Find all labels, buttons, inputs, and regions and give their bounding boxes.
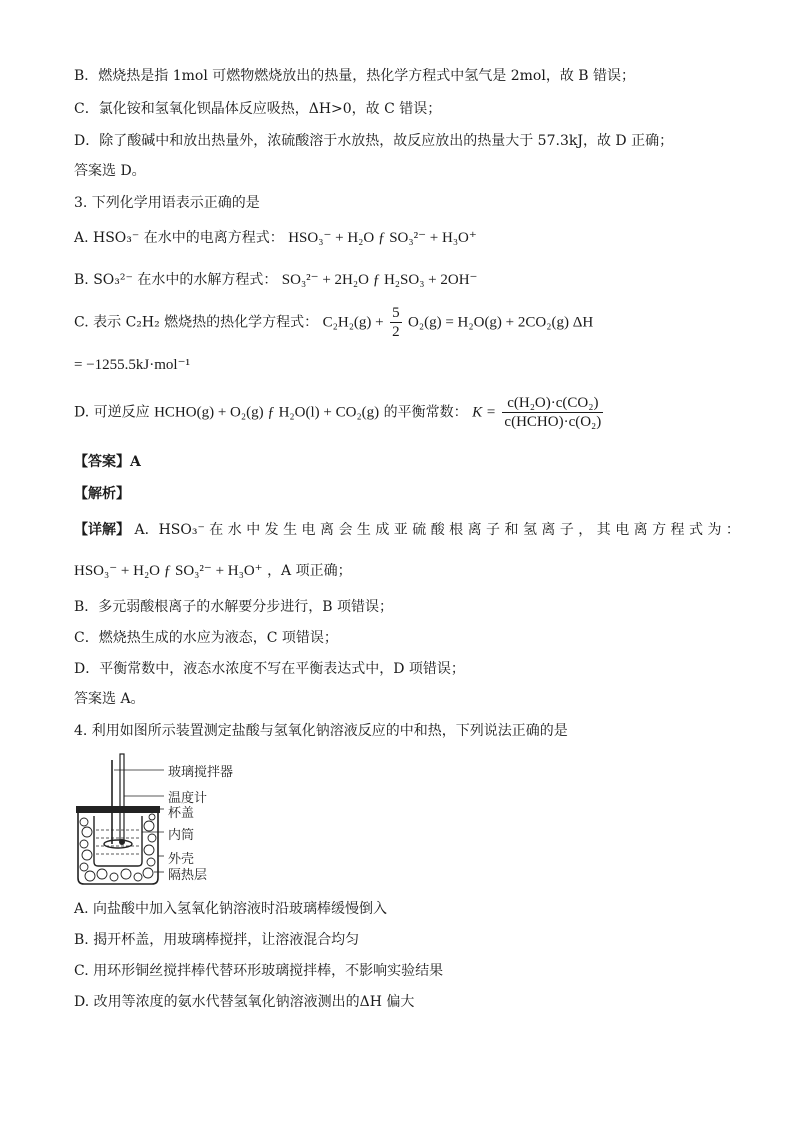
line-c-ammonium: C．氯化铵和氢氧化钡晶体反应吸热，ΔH>0，故 C 错误； bbox=[74, 101, 442, 117]
q3c-fraction bbox=[390, 304, 402, 341]
q3c-delta-h-value: = −1255.5kJ·mol⁻¹ bbox=[74, 357, 191, 373]
detail-a bbox=[74, 520, 740, 540]
q3d-equation: HCHO(g) + O₂(g) ƒ H₂O(l) + CO₂(g) bbox=[154, 404, 380, 421]
q3c-fraction-den: 2 bbox=[392, 324, 400, 340]
q3d-k-fraction bbox=[502, 394, 603, 431]
question-4: 4. 利用如图所示装置测定盐酸与氢氧化钠溶液反应的中和热，下列说法正确的是 bbox=[74, 723, 568, 739]
label-inner-cup: 内筒 bbox=[168, 828, 195, 843]
detail-b: B．多元弱酸根离子的水解要分步进行，B 项错误； bbox=[74, 599, 394, 615]
answer-label: 【答案】A bbox=[74, 454, 141, 470]
q3c-eq-left: C₂H₂(g) + bbox=[322, 314, 384, 331]
q3d-text-2: 的平衡常数： bbox=[383, 404, 468, 421]
label-insulation: 隔热层 bbox=[168, 868, 208, 883]
q3c-eq-right: O₂(g) = H₂O(g) + 2CO₂(g) ΔH bbox=[408, 314, 594, 331]
q3c-text: C. 表示 C₂H₂ 燃烧热的热化学方程式： bbox=[74, 314, 319, 331]
analysis-label: 【解析】 bbox=[74, 486, 130, 502]
detail-tag: 【详解】 bbox=[74, 522, 130, 538]
q3b-text: B. SO₃²⁻ 在水中的水解方程式： bbox=[74, 272, 278, 288]
q4-option-a: A. 向盐酸中加入氢氧化钠溶液时沿玻璃棒缓慢倒入 bbox=[74, 901, 388, 917]
line-d-neutralization: D．除了酸碱中和放出热量外，浓硫酸溶于水放热，故反应放出的热量大于 57.3kJ，故 D 正确； bbox=[74, 133, 674, 149]
label-lid: 杯盖 bbox=[168, 806, 195, 821]
detail-eq-tail: ，A 项正确； bbox=[267, 563, 352, 579]
q3-option-d bbox=[74, 394, 605, 431]
q3d-text: D. 可逆反应 bbox=[74, 404, 150, 421]
q3-option-c bbox=[74, 304, 593, 341]
label-thermometer: 温度计 bbox=[168, 791, 208, 806]
line-b-combustion: B．燃烧热是指 1mol 可燃物燃烧放出的热量，热化学方程式中氢气是 2mol，故 B 错误； bbox=[74, 68, 636, 84]
q4-option-b: B. 揭开杯盖，用玻璃棒搅拌，让溶液混合均匀 bbox=[74, 932, 360, 948]
calorimeter-figure bbox=[74, 752, 274, 892]
q3d-k: K = bbox=[472, 404, 496, 421]
q3c-fraction-num: 5 bbox=[392, 305, 400, 321]
detail-eq: HSO₃⁻ + H₂O ƒ SO₃²⁻ + H₃O⁺ bbox=[74, 563, 263, 579]
q4-option-c: C. 用环形铜丝搅拌棒代替环形玻璃搅拌棒，不影响实验结果 bbox=[74, 963, 444, 979]
detail-equation bbox=[74, 561, 352, 581]
q3a-equation: HSO₃⁻ + H₂O ƒ SO₃²⁻ + H₃O⁺ bbox=[288, 230, 477, 246]
detail-c: C．燃烧热生成的水应为液态，C 项错误； bbox=[74, 630, 338, 646]
detail-a-text: A．HSO₃⁻ 在 水 中 发 生 电 离 会 生 成 亚 硫 酸 根 离 子 和 氢 离 子 ， 其 电 离 方 程 式 为 ： bbox=[134, 522, 740, 538]
q3d-k-den: c(HCHO)·c(O₂) bbox=[504, 414, 602, 430]
answer-d: 答案选 D。 bbox=[74, 163, 146, 179]
detail-d: D．平衡常数中，液态水浓度不写在平衡表达式中，D 项错误； bbox=[74, 661, 465, 677]
q4-option-d: D. 改用等浓度的氨水代替氢氧化钠溶液测出的ΔH 偏大 bbox=[74, 994, 415, 1010]
q3-option-a bbox=[74, 228, 477, 248]
question-3: 3. 下列化学用语表示正确的是 bbox=[74, 195, 260, 211]
q3d-k-num: c(H₂O)·c(CO₂) bbox=[502, 394, 603, 413]
answer-a: 答案选 A。 bbox=[74, 691, 145, 707]
q3b-equation: SO₃²⁻ + 2H₂O ƒ H₂SO₃ + 2OH⁻ bbox=[281, 272, 478, 288]
q3-option-b bbox=[74, 270, 477, 290]
q3a-text: A. HSO₃⁻ 在水中的电离方程式： bbox=[74, 230, 284, 246]
label-stirrer: 玻璃搅拌器 bbox=[168, 765, 234, 780]
label-outer-shell: 外壳 bbox=[168, 852, 195, 867]
